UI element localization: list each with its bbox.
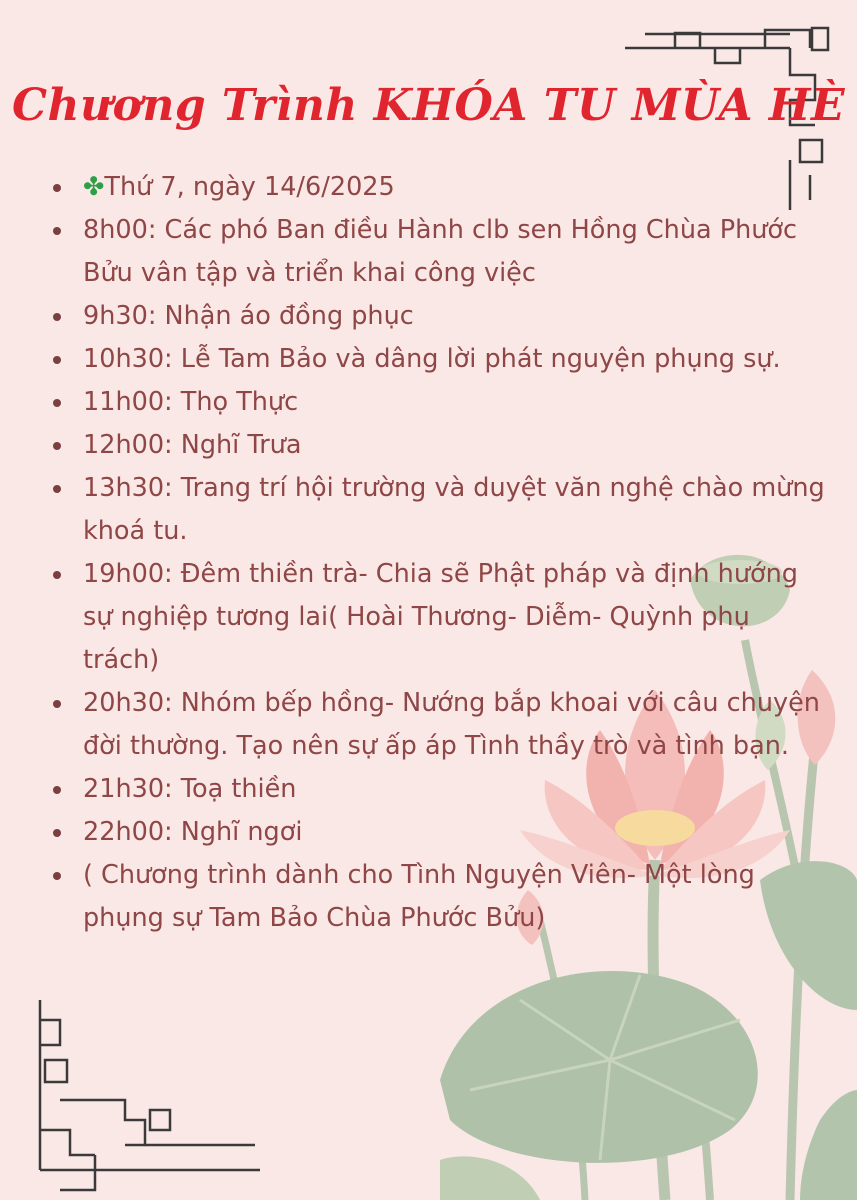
date-text: Thứ 7, ngày 14/6/2025 [104, 172, 395, 202]
list-item: 22h00: Nghĩ ngơi [48, 811, 828, 854]
date-line [48, 166, 828, 209]
list-item: 9h30: Nhận áo đồng phục [48, 295, 828, 338]
list-item: 10h30: Lễ Tam Bảo và dâng lời phát nguyện phụng sự. [48, 338, 828, 381]
list-item: 12h00: Nghĩ Trưa [48, 424, 828, 467]
list-item: 8h00: Các phó Ban điều Hành clb sen Hồng Chùa Phước Bửu vân tập và triển khai công việc [48, 209, 828, 295]
list-item: 11h00: Thọ Thực [48, 381, 828, 424]
list-item: 20h30: Nhóm bếp hồng- Nướng bắp khoai với câu chuyện đời thường. Tạo nên sự ấp áp Tình thầy trò và tình bạn. [48, 682, 828, 768]
list-item: 19h00: Đêm thiền trà- Chia sẽ Phật pháp và định hướng sự nghiệp tương lai( Hoài Thương- Diễm- Quỳnh phụ trách) [48, 553, 828, 682]
four-leaf-clover-icon: ✤ [83, 172, 105, 202]
schedule-list [48, 166, 828, 940]
list-item: 21h30: Toạ thiền [48, 768, 828, 811]
page-title: Chương Trình KHÓA TU MÙA HÈ [12, 80, 845, 131]
list-item: 13h30: Trang trí hội trường và duyệt văn nghệ chào mừng khoá tu. [48, 467, 828, 553]
list-item: ( Chương trình dành cho Tình Nguyện Viên- Một lòng phụng sự Tam Bảo Chùa Phước Bửu) [48, 854, 828, 940]
